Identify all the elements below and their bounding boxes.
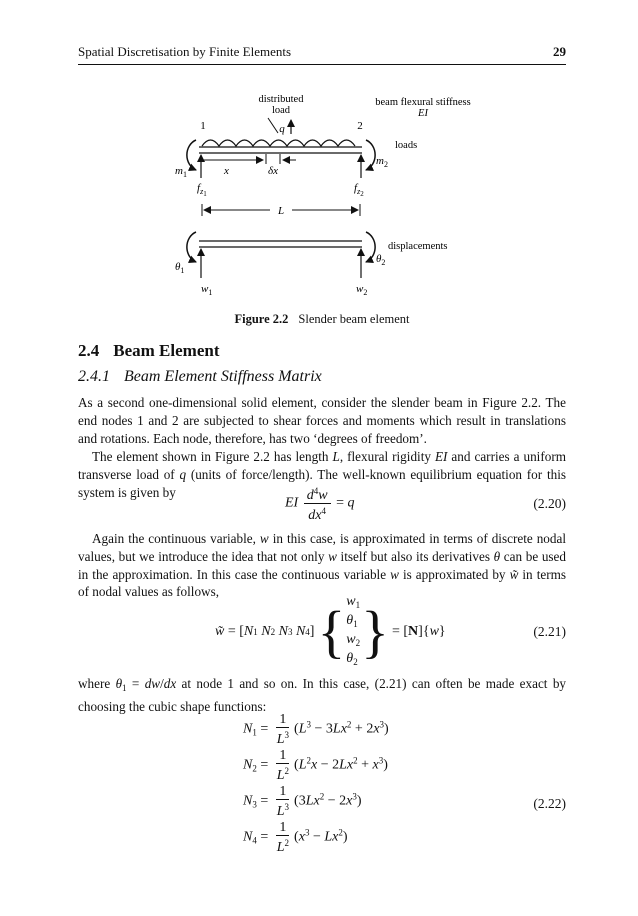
moment-arc-1 — [187, 140, 196, 170]
equation-2-21 — [78, 596, 566, 668]
running-header — [78, 44, 566, 64]
label-EI: EI — [418, 108, 428, 119]
equation-2-20-body: EI $\frac{d^4w}{dx^4}$ = q — [285, 486, 355, 523]
label-node-1: 1 — [200, 120, 206, 132]
label-distributed: distributed — [258, 94, 304, 105]
paragraph-1: As a second one-dimensional solid element, consider the slender beam in Figure 2.2. The end nodes 1 and 2 are subjected to shear forces and moments which result in translations and rotations. Each node, therefore, has two ‘degrees of freedom’. — [78, 395, 566, 446]
rotation-arc-1 — [187, 232, 196, 262]
rotation-arc-2 — [366, 232, 375, 262]
shape-function-N2: $N_2$ = $\frac{1}{L^2}$ $(L^2x - 2Lx^2 + x^3)$ — [243, 748, 388, 783]
label-node-2: 2 — [357, 120, 363, 132]
label-load: load — [271, 105, 291, 116]
subsection-number: 2.4.1 — [78, 368, 110, 385]
label-dx: δx — [268, 165, 278, 177]
label-fz1: $f_z1$ — [197, 182, 207, 198]
header-rule — [78, 64, 566, 65]
label-theta1: $\theta_1$ — [175, 261, 185, 275]
paragraph-2: The element shown in Figure 2.2 has length L, flexural rigidity EI and carries a uniform transverse load of q (units of force/length). The well-known equilibrium equation for this system is given by — [78, 449, 566, 500]
section-title: Beam Element — [113, 341, 220, 360]
figure-caption-label: Figure 2.2 — [234, 312, 289, 326]
subsection-heading — [78, 368, 322, 386]
equation-2-21-number: (2.21) — [533, 624, 566, 639]
label-theta2: $\theta_2$ — [376, 253, 386, 267]
subsection-title: Beam Element Stiffness Matrix — [124, 368, 322, 385]
label-x: x — [224, 165, 229, 177]
label-stiffness: beam flexural stiffness — [375, 97, 471, 108]
equation-2-22-number: (2.22) — [533, 796, 566, 811]
equation-2-22 — [78, 712, 566, 862]
page-number: 29 — [553, 44, 566, 59]
equation-2-20 — [78, 484, 566, 524]
label-L: L — [277, 205, 285, 217]
section-number: 2.4 — [78, 341, 100, 360]
equation-2-21-body: w̃ = [ N 1 N 2 N 3 N 4 ] { $w_1$ $\theta_1$ $w_2$ $\theta_2$ } = [ N ]{ w } — [215, 594, 446, 667]
shape-function-N3: $N_3$ = $\frac{1}{L^3}$ $(3Lx^2 - 2x^3)$ — [243, 784, 362, 819]
distributed-load-curve — [202, 140, 355, 146]
paragraph-4: where $\theta_1 = dw/dx$ at node 1 and so on. In this case, (2.21) can often be made exact by choosing the cubic shape functions: — [78, 676, 567, 714]
label-w2: $w_2$ — [356, 283, 368, 297]
shape-function-N1: $N_1$ = $\frac{1}{L^3}$ $(L^3 - 3Lx^2 + 2x^3)$ — [243, 712, 389, 747]
label-displacements: displacements — [388, 241, 448, 252]
label-loads: loads — [395, 140, 418, 151]
beam-figure — [0, 80, 638, 308]
label-w1: $w_1$ — [201, 283, 213, 297]
running-title: Spatial Discretisation by Finite Elements — [78, 44, 292, 59]
shape-function-N4: $N_4$ = $\frac{1}{L^2}$ $(x^3 - Lx^2)$ — [243, 820, 348, 855]
moment-arc-2 — [366, 140, 375, 170]
figure-caption — [78, 312, 566, 327]
label-fz2: $f_z2$ — [354, 182, 364, 198]
section-heading — [78, 341, 219, 361]
paragraph-3: Again the continuous variable, w in this case, is approximated in terms of discrete nodal values, but we introduce the idea that not only w itself but also its derivatives θ can be used in the approximation. In this case the continuous variable w is approximated by w̃ in terms of nodal values as follows, — [78, 531, 567, 600]
label-m1: $m_1$ — [175, 165, 187, 179]
label-q: q — [279, 123, 285, 135]
label-m2: $m_2$ — [376, 155, 388, 169]
equation-2-20-number: (2.20) — [533, 496, 566, 511]
load-pointer-line — [268, 118, 278, 133]
figure-caption-text: Slender beam element — [298, 312, 410, 326]
